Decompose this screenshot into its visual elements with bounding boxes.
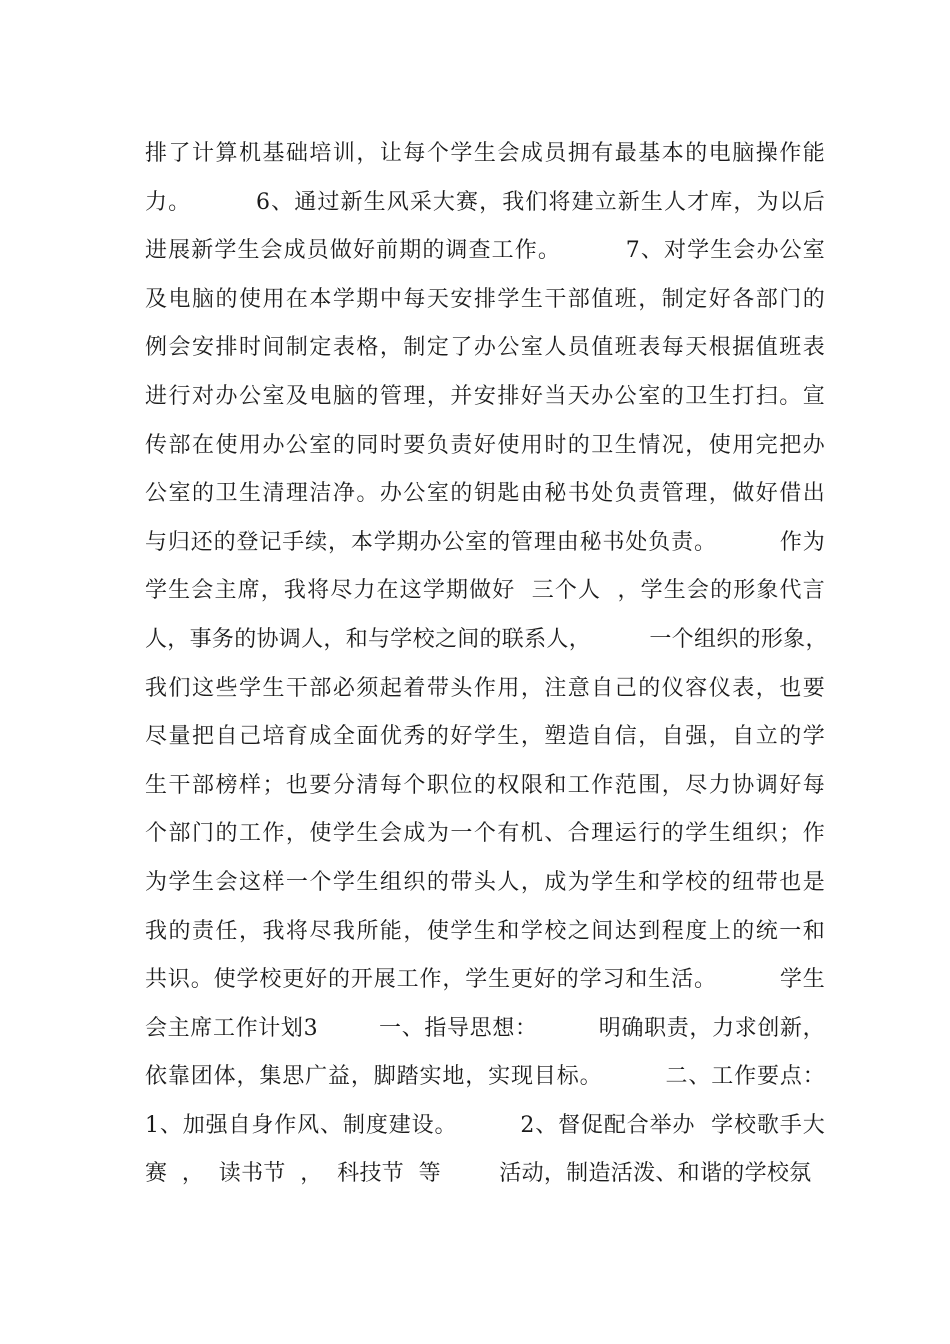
text-line: 共识。使学校更好的开展工作，学生更好的学习和生活。 学生 — [145, 967, 825, 993]
text-line: 赛 ， 读书节 ， 科技节 等 活动，制造活泼、和谐的学校氛 — [145, 1161, 812, 1187]
text-line: 会主席工作计划3 一、指导思想： 明确职责，力求创新， — [145, 1015, 825, 1041]
body-text — [145, 130, 828, 1199]
text-line: 与归还的登记手续，本学期办公室的管理由秘书处负责。 作为 — [145, 529, 825, 555]
text-line: 公室的卫生清理洁净。办公室的钥匙由秘书处负责管理，做好借出 — [145, 481, 825, 507]
text-line: 1、加强自身作风、制度建设。 2、督促配合举办 学校歌手大 — [145, 1112, 825, 1138]
text-line: 生干部榜样；也要分清每个职位的权限和工作范围，尽力协调好每 — [145, 772, 825, 798]
text-line: 例会安排时间制定表格，制定了办公室人员值班表每天根据值班表 — [145, 335, 825, 361]
text-line: 尽量把自己培育成全面优秀的好学生，塑造自信，自强，自立的学 — [145, 724, 825, 750]
text-line: 进行对办公室及电脑的管理，并安排好当天办公室的卫生打扫。宣 — [145, 383, 825, 409]
text-line: 我的责任，我将尽我所能，使学生和学校之间达到程度上的统一和 — [145, 918, 825, 944]
text-line: 学生会主席，我将尽力在这学期做好 三个人 ，学生会的形象代言 — [145, 578, 825, 604]
text-line: 为学生会这样一个学生组织的带头人，成为学生和学校的纽带也是 — [145, 869, 825, 895]
text-line: 我们这些学生干部必须起着带头作用，注意自己的仪容仪表，也要 — [145, 675, 825, 701]
text-line: 传部在使用办公室的同时要负责好使用时的卫生情况，使用完把办 — [145, 432, 825, 458]
text-line: 力。 6、通过新生风采大赛，我们将建立新生人才库，为以后 — [145, 189, 825, 215]
text-line: 排了计算机基础培训，让每个学生会成员拥有最基本的电脑操作能 — [145, 141, 825, 166]
text-line: 个部门的工作，使学生会成为一个有机、合理运行的学生组织；作 — [145, 821, 825, 847]
text-line: 进展新学生会成员做好前期的调查工作。 7、对学生会办公室 — [145, 238, 825, 264]
text-line: 人，事务的协调人，和与学校之间的联系人， 一个组织的形象， — [145, 626, 828, 652]
text-line: 依靠团体，集思广益，脚踏实地，实现目标。 二、工作要点： — [145, 1064, 825, 1090]
text-line: 及电脑的使用在本学期中每天安排学生干部值班，制定好各部门的 — [145, 286, 825, 312]
